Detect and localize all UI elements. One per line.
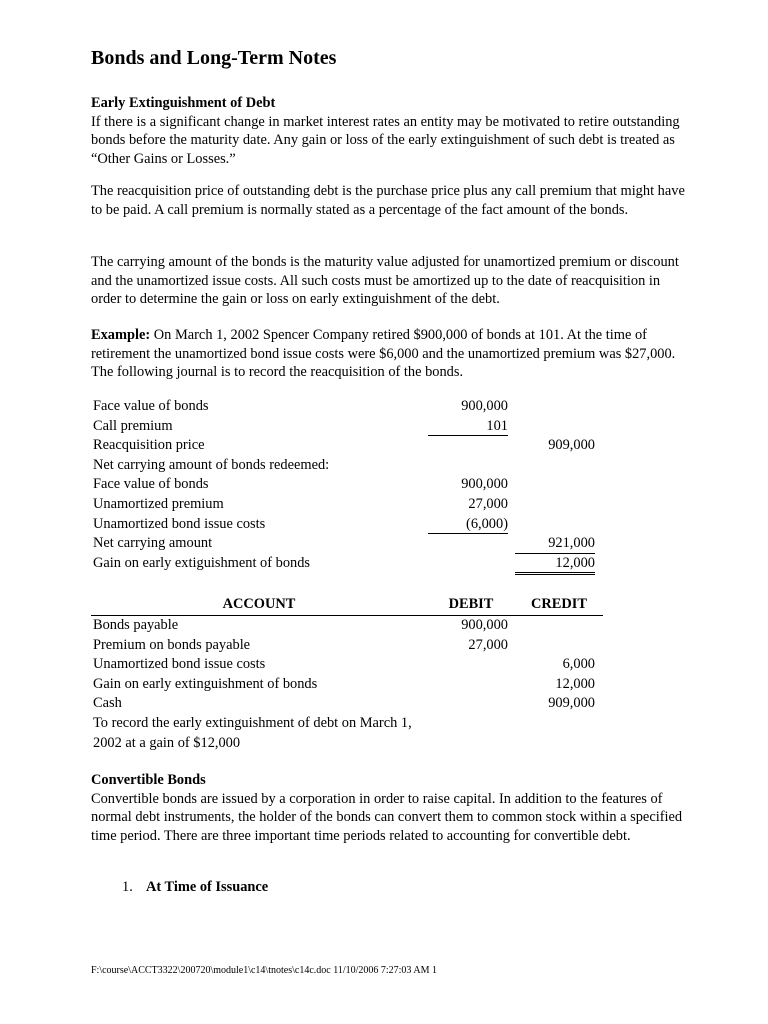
debit-column-header: DEBIT [448, 596, 494, 612]
example-paragraph [91, 326, 691, 382]
calc-label: Net carrying amount of bonds redeemed: [93, 456, 330, 473]
journal-debit: 27,000 [468, 636, 508, 653]
journal-credit: 12,000 [555, 675, 595, 692]
journal-row [91, 655, 603, 675]
page-title: Bonds and Long-Term Notes [91, 47, 337, 69]
paragraph: Convertible bonds are issued by a corporation in order to raise capital. In addition to the features of normal debt instruments, the holder of the bonds can convert them to common stock within a specified time period. There are three important time periods related to accounting for convertible debt. [91, 790, 683, 844]
calc-label: Unamortized bond issue costs [93, 515, 266, 532]
calc-row [93, 417, 613, 437]
calc-row [93, 456, 613, 476]
calc-label: Reacquisition price [93, 437, 205, 454]
journal-debit: 900,000 [461, 617, 508, 633]
journal-account: Premium on bonds payable [93, 636, 251, 653]
journal-row [91, 675, 603, 695]
list-number: 1. [122, 879, 133, 895]
carrying-amount-paragraph-block [91, 253, 691, 309]
example-text: On March 1, 2002 Spencer Company retired $900,000 of bonds at 101. At the time of retirement the unamortized bond issue costs were $6,000 and the unamortized premium was $27,000. The following journal is to record the reacquisition of the bonds. [91, 327, 676, 381]
credit-column-header: CREDIT [531, 596, 587, 612]
journal-row [91, 694, 603, 714]
calc-row [93, 554, 613, 574]
calc-row [93, 515, 613, 535]
calc-label: Face value of bonds [93, 476, 209, 493]
section-heading: Early Extinguishment of Debt [91, 95, 276, 111]
calc-amount: (6,000) [428, 515, 508, 535]
journal-account: Gain on early extinguishment of bonds [93, 675, 318, 692]
journal-header-row [91, 595, 603, 616]
journal-account: Cash [93, 695, 122, 712]
calc-row [93, 397, 613, 417]
journal-row [91, 616, 603, 636]
calc-label: Face value of bonds [93, 398, 209, 414]
calc-label: Net carrying amount [93, 535, 213, 552]
calc-amount: 900,000 [461, 476, 508, 493]
early-extinguishment-section [91, 94, 691, 168]
journal-account: Unamortized bond issue costs [93, 656, 266, 673]
journal-credit: 909,000 [548, 695, 595, 712]
convertible-bonds-section [91, 771, 691, 845]
reacquisition-paragraph-block [91, 182, 691, 219]
paragraph: The reacquisition price of outstanding debt is the purchase price plus any call premium that might have to be paid. A call premium is normally stated as a percentage of the fact amount of the bonds. [91, 183, 685, 218]
paragraph: If there is a significant change in market interest rates an entity may be motivated to retire outstanding bonds before the maturity date. Any gain or loss of the early extinguishment of such debt is treated as “Other Gains or Losses.” [91, 113, 680, 167]
calc-label: Unamortized premium [93, 495, 224, 512]
journal-entry-table [91, 595, 603, 753]
list-item [122, 878, 268, 897]
calc-total: 12,000 [515, 554, 595, 576]
calc-amount: 101 [428, 417, 508, 437]
calc-row [93, 436, 613, 456]
calculation-table [93, 397, 613, 573]
journal-credit: 6,000 [562, 656, 595, 673]
calc-row [93, 534, 613, 554]
calc-total: 909,000 [548, 437, 595, 454]
calc-label: Gain on early extiguishment of bonds [93, 554, 311, 571]
calc-amount: 27,000 [468, 495, 508, 512]
calc-row [93, 475, 613, 495]
journal-memo: To record the early extinguishment of debt on March 1, 2002 at a gain of $12,000 [93, 714, 412, 751]
example-label: Example: [91, 327, 151, 343]
paragraph: The carrying amount of the bonds is the maturity value adjusted for unamortized premium or discount and the unamortized issue costs. All such costs must be amortized up to the date of reacquisition in order to determine the gain or loss on early extinguishment of the debt. [91, 254, 679, 308]
calc-amount: 900,000 [461, 398, 508, 414]
footer-file-path: F:\course\ACCT3322\200720\module1\c14\tnotes\c14c.doc 11/10/2006 7:27:03 AM 1 [91, 965, 437, 976]
calc-row [93, 495, 613, 515]
account-column-header: ACCOUNT [222, 596, 296, 612]
list-item-text: At Time of Issuance [146, 879, 269, 895]
calc-total: 921,000 [515, 534, 595, 554]
journal-row [91, 636, 603, 656]
example-paragraph-block [91, 326, 691, 382]
calc-label: Call premium [93, 417, 173, 434]
section-heading: Convertible Bonds [91, 772, 206, 788]
journal-account: Bonds payable [93, 617, 179, 633]
